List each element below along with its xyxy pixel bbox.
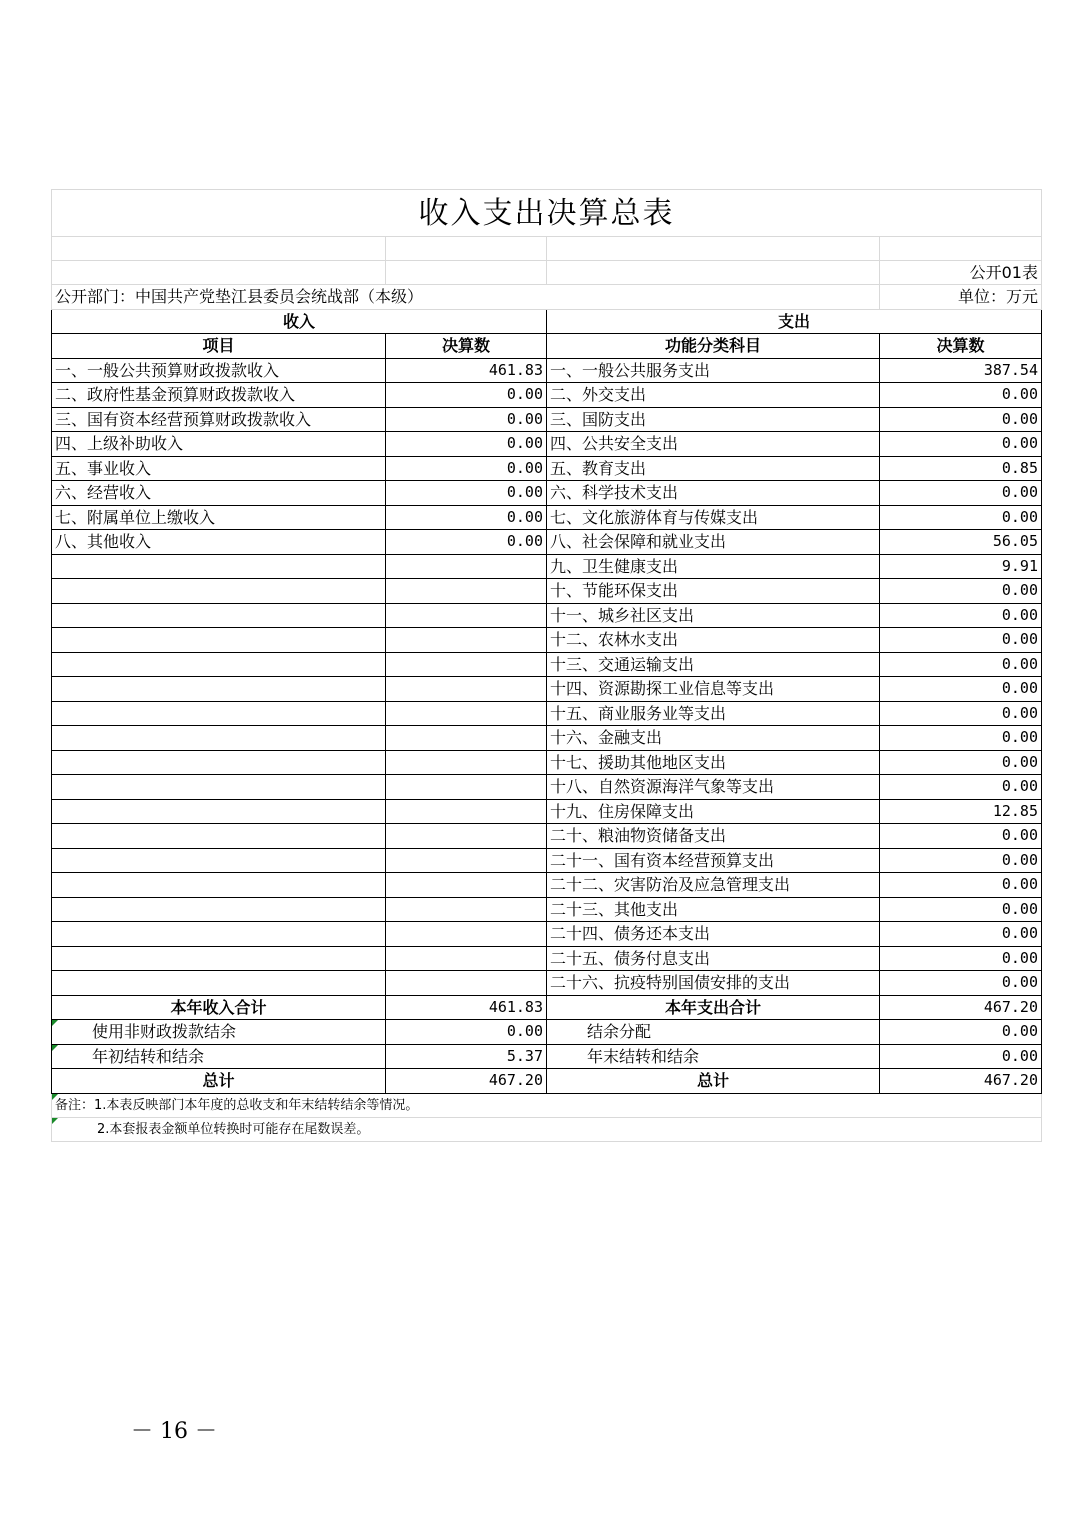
income-value: 0.00	[386, 530, 547, 555]
expense-item: 二十、粮油物资储备支出	[547, 824, 880, 849]
expense-item: 二十四、债务还本支出	[547, 922, 880, 947]
income-value	[386, 799, 547, 824]
expense-item: 十二、农林水支出	[547, 628, 880, 653]
expense-value: 0.00	[880, 383, 1042, 408]
note-line-2: 2.本套报表金额单位转换时可能存在尾数误差。	[52, 1117, 1042, 1141]
income-value: 0.00	[386, 383, 547, 408]
income-value	[386, 628, 547, 653]
income-value	[386, 579, 547, 604]
income-value: 461.83	[386, 358, 547, 383]
income-item	[52, 873, 386, 898]
expense-value: 0.00	[880, 677, 1042, 702]
expense-total-label: 本年支出合计	[547, 995, 880, 1020]
income-item	[52, 554, 386, 579]
expense-item: 十、节能环保支出	[547, 579, 880, 604]
income-item	[52, 726, 386, 751]
expense-item: 二十三、其他支出	[547, 897, 880, 922]
expense-item: 十九、住房保障支出	[547, 799, 880, 824]
expense-value: 0.00	[880, 579, 1042, 604]
table-row	[52, 358, 1042, 383]
func-item-header: 功能分类科目	[547, 334, 880, 359]
table-row	[52, 848, 1042, 873]
table-row	[52, 432, 1042, 457]
income-value: 0.00	[386, 505, 547, 530]
income-item: 三、国有资本经营预算财政拨款收入	[52, 407, 386, 432]
expense-extra-value: 0.00	[880, 1020, 1042, 1045]
expense-item: 二十五、债务付息支出	[547, 946, 880, 971]
income-item	[52, 701, 386, 726]
expense-item: 七、文化旅游体育与传媒支出	[547, 505, 880, 530]
income-value	[386, 873, 547, 898]
income-value	[386, 603, 547, 628]
expense-item: 十七、援助其他地区支出	[547, 750, 880, 775]
expense-value: 0.00	[880, 505, 1042, 530]
expense-item: 三、国防支出	[547, 407, 880, 432]
income-value	[386, 726, 547, 751]
income-value	[386, 775, 547, 800]
income-item	[52, 897, 386, 922]
expense-item: 八、社会保障和就业支出	[547, 530, 880, 555]
income-item	[52, 946, 386, 971]
income-value: 0.00	[386, 456, 547, 481]
income-item: 六、经营收入	[52, 481, 386, 506]
expense-value: 0.00	[880, 922, 1042, 947]
expense-header: 支出	[547, 309, 1042, 334]
table-row	[52, 971, 1042, 996]
table-row	[52, 922, 1042, 947]
income-grand-value: 467.20	[386, 1069, 547, 1094]
expense-value: 0.00	[880, 848, 1042, 873]
table-title: 收入支出决算总表	[52, 190, 1042, 237]
income-item	[52, 579, 386, 604]
table-row	[52, 750, 1042, 775]
table-row	[52, 824, 1042, 849]
expense-extra-value: 0.00	[880, 1044, 1042, 1069]
expense-item: 一、一般公共服务支出	[547, 358, 880, 383]
table-row	[52, 456, 1042, 481]
income-value	[386, 750, 547, 775]
expense-value: 9.91	[880, 554, 1042, 579]
income-value	[386, 848, 547, 873]
expense-value: 0.00	[880, 603, 1042, 628]
income-grand-label: 总计	[52, 1069, 386, 1094]
income-item: 四、上级补助收入	[52, 432, 386, 457]
expense-value: 0.85	[880, 456, 1042, 481]
expense-extra-item: 结余分配	[547, 1020, 880, 1045]
expense-value: 0.00	[880, 971, 1042, 996]
income-item: 七、附属单位上缴收入	[52, 505, 386, 530]
income-total-label: 本年收入合计	[52, 995, 386, 1020]
page-number: － 16 －	[131, 1419, 217, 1444]
table-row	[52, 652, 1042, 677]
expense-item: 十八、自然资源海洋气象等支出	[547, 775, 880, 800]
income-extra-value: 0.00	[386, 1020, 547, 1045]
expense-value: 0.00	[880, 775, 1042, 800]
table-row	[52, 726, 1042, 751]
income-extra-value: 5.37	[386, 1044, 547, 1069]
table-row	[52, 677, 1042, 702]
table-row	[52, 946, 1042, 971]
expense-total-value: 467.20	[880, 995, 1042, 1020]
expense-value: 0.00	[880, 628, 1042, 653]
income-item: 五、事业收入	[52, 456, 386, 481]
expense-value: 387.54	[880, 358, 1042, 383]
income-item	[52, 652, 386, 677]
expense-value: 0.00	[880, 481, 1042, 506]
expense-item: 十一、城乡社区支出	[547, 603, 880, 628]
table-row	[52, 579, 1042, 604]
expense-value: 0.00	[880, 946, 1042, 971]
income-value	[386, 652, 547, 677]
expense-item: 六、科学技术支出	[547, 481, 880, 506]
expense-item: 二十二、灾害防治及应急管理支出	[547, 873, 880, 898]
income-value	[386, 677, 547, 702]
table-code: 公开01表	[880, 261, 1042, 285]
balance-row	[52, 1044, 1042, 1069]
income-value: 0.00	[386, 432, 547, 457]
expense-extra-item: 年末结转和结余	[547, 1044, 880, 1069]
expense-item: 五、教育支出	[547, 456, 880, 481]
expense-value: 0.00	[880, 873, 1042, 898]
income-item	[52, 750, 386, 775]
income-item	[52, 628, 386, 653]
expense-value: 56.05	[880, 530, 1042, 555]
expense-value: 0.00	[880, 701, 1042, 726]
income-value	[386, 824, 547, 849]
expense-value: 0.00	[880, 897, 1042, 922]
income-item: 二、政府性基金预算财政拨款收入	[52, 383, 386, 408]
income-value: 0.00	[386, 481, 547, 506]
table-row	[52, 554, 1042, 579]
income-expense-table	[51, 189, 1042, 1142]
income-item	[52, 603, 386, 628]
expense-value: 0.00	[880, 726, 1042, 751]
income-item: 一、一般公共预算财政拨款收入	[52, 358, 386, 383]
income-item	[52, 677, 386, 702]
income-value	[386, 897, 547, 922]
expense-item: 十六、金融支出	[547, 726, 880, 751]
table-row	[52, 530, 1042, 555]
table-row	[52, 505, 1042, 530]
expense-item: 二、外交支出	[547, 383, 880, 408]
table-row	[52, 799, 1042, 824]
table-row	[52, 481, 1042, 506]
balance-row	[52, 1020, 1042, 1045]
table-row	[52, 407, 1042, 432]
table-row	[52, 897, 1042, 922]
amount-header: 决算数	[386, 334, 547, 359]
income-item	[52, 922, 386, 947]
income-item: 八、其他收入	[52, 530, 386, 555]
income-value	[386, 554, 547, 579]
final-accounts-sheet	[51, 189, 1041, 1142]
income-header: 收入	[52, 309, 547, 334]
table-row	[52, 628, 1042, 653]
expense-grand-value: 467.20	[880, 1069, 1042, 1094]
expense-item: 十四、资源勘探工业信息等支出	[547, 677, 880, 702]
department-label: 公开部门：中国共产党垫江县委员会统战部（本级）	[52, 285, 880, 310]
income-item	[52, 775, 386, 800]
income-item	[52, 971, 386, 996]
item-header: 项目	[52, 334, 386, 359]
expense-value: 12.85	[880, 799, 1042, 824]
income-item	[52, 824, 386, 849]
grand-total-row	[52, 1069, 1042, 1094]
expense-item: 十三、交通运输支出	[547, 652, 880, 677]
income-value	[386, 971, 547, 996]
table-row	[52, 603, 1042, 628]
expense-item: 二十一、国有资本经营预算支出	[547, 848, 880, 873]
table-row	[52, 383, 1042, 408]
expense-grand-label: 总计	[547, 1069, 880, 1094]
income-item	[52, 848, 386, 873]
expense-value: 0.00	[880, 750, 1042, 775]
expense-item: 十五、商业服务业等支出	[547, 701, 880, 726]
annual-total-row	[52, 995, 1042, 1020]
income-total-value: 461.83	[386, 995, 547, 1020]
expense-value: 0.00	[880, 407, 1042, 432]
income-extra-item: 使用非财政拨款结余	[52, 1020, 386, 1045]
unit-label: 单位：万元	[880, 285, 1042, 310]
expense-value: 0.00	[880, 652, 1042, 677]
note-line-1: 备注：1.本表反映部门本年度的总收支和年末结转结余等情况。	[52, 1093, 1042, 1117]
income-item	[52, 799, 386, 824]
table-row	[52, 701, 1042, 726]
income-extra-item: 年初结转和结余	[52, 1044, 386, 1069]
amount2-header: 决算数	[880, 334, 1042, 359]
expense-value: 0.00	[880, 432, 1042, 457]
income-value: 0.00	[386, 407, 547, 432]
table-row	[52, 873, 1042, 898]
expense-item: 二十六、抗疫特别国债安排的支出	[547, 971, 880, 996]
income-value	[386, 701, 547, 726]
income-value	[386, 922, 547, 947]
expense-value: 0.00	[880, 824, 1042, 849]
expense-item: 九、卫生健康支出	[547, 554, 880, 579]
income-value	[386, 946, 547, 971]
table-row	[52, 775, 1042, 800]
expense-item: 四、公共安全支出	[547, 432, 880, 457]
